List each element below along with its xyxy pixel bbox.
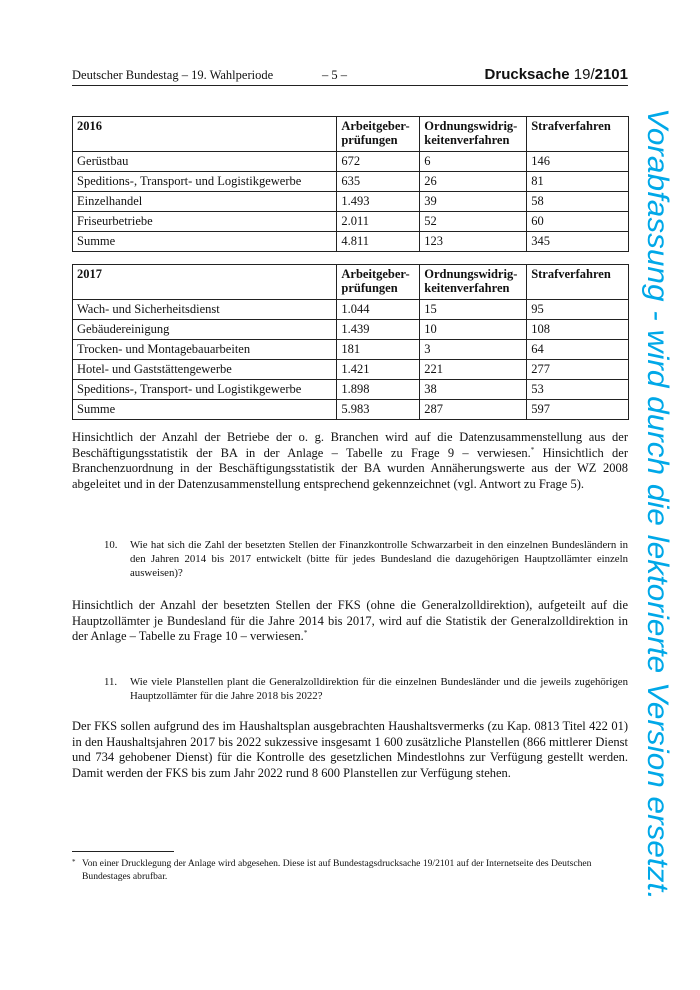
table-cell: Wach- und Sicherheitsdienst bbox=[73, 300, 337, 320]
answer-11-paragraph: Der FKS sollen aufgrund des im Haushaltsplan ausgebrachten Haushaltsvermerks (zu Kap. 0813 Titel 422 01) in den Haushaltsjahren 2017 bis 2022 sukzessive insgesamt 1 600 zusätzliche Planstellen (866 mittlerer Dienst und 734 gehobener Dienst) für die Kontrolle des gesetzlichen Mindestlohns zur Verfügung gestellt werden. Damit werden der FKS bis zum Jahr 2022 rund 8 600 Planstellen zur Verfügung stehen. bbox=[72, 719, 628, 780]
table-cell: 64 bbox=[527, 340, 629, 360]
table-header-cell: Strafverfahren bbox=[527, 117, 629, 152]
table-row bbox=[73, 172, 629, 192]
table-cell: 38 bbox=[420, 380, 527, 400]
table-cell: 108 bbox=[527, 320, 629, 340]
table-cell: Trocken- und Montagebauarbeiten bbox=[73, 340, 337, 360]
table-row bbox=[73, 232, 629, 252]
footnote-mark: * bbox=[72, 858, 76, 866]
footnote-divider bbox=[72, 851, 174, 852]
table-row bbox=[73, 300, 629, 320]
question-text: Wie hat sich die Zahl der besetzten Stellen der Finanzkontrolle Schwarzarbeit in den einzelnen Bundesländern in den Jahren 2014 bis 2017 entwickelt (bitte für jedes Bundesland die dazugehörigen Hauptzollämter einzeln ausweisen)? bbox=[130, 539, 628, 579]
table-header-cell: 2017 bbox=[73, 265, 337, 300]
table-cell: Speditions-, Transport- und Logistikgewerbe bbox=[73, 380, 337, 400]
table-cell: 95 bbox=[527, 300, 629, 320]
table-header-cell: Arbeitgeber- prüfungen bbox=[337, 117, 420, 152]
table-cell: 4.811 bbox=[337, 232, 420, 252]
table-row bbox=[73, 212, 629, 232]
table-cell: 2.011 bbox=[337, 212, 420, 232]
table-row bbox=[73, 400, 629, 420]
table-cell: 39 bbox=[420, 192, 527, 212]
header-parliament: Deutscher Bundestag – 19. Wahlperiode bbox=[72, 68, 274, 82]
table-cell: Gebäudereinigung bbox=[73, 320, 337, 340]
table-cell: 6 bbox=[420, 152, 527, 172]
table-cell: Gerüstbau bbox=[73, 152, 337, 172]
table-cell: 52 bbox=[420, 212, 527, 232]
watermark bbox=[638, 106, 676, 902]
table-cell: Speditions-, Transport- und Logistikgewerbe bbox=[73, 172, 337, 192]
table-row bbox=[73, 360, 629, 380]
table-cell: Hotel- und Gaststättengewerbe bbox=[73, 360, 337, 380]
table-cell: Friseurbetriebe bbox=[73, 212, 337, 232]
question-text: Wie viele Planstellen plant die Generalzolldirektion für die einzelnen Bundesländer und die jeweils zugehörigen Hauptzollämter für die Jahre 2018 bis 2022? bbox=[130, 676, 628, 702]
table-2016 bbox=[72, 116, 629, 252]
footnote-text: Von einer Drucklegung der Anlage wird abgesehen. Diese ist auf Bundestagsdrucksache 19/2101 auf der Internetseite des Deutschen Bundestages abrufbar. bbox=[82, 858, 592, 882]
answer-10-paragraph: Hinsichtlich der Anzahl der besetzten Stellen der FKS (ohne die Generalzolldirektion), aufgeteilt auf die Hauptzollämter je Bundesland für die Jahre 2014 bis 2017, wird auf die Statistik der Generalzolldirektion in der Anlage – Tabelle zu Frage 10 – verwiesen.* bbox=[72, 598, 628, 643]
table-cell: Summe bbox=[73, 400, 337, 420]
table-cell: 1.421 bbox=[337, 360, 420, 380]
question-number: 10. bbox=[104, 539, 118, 551]
table-cell: 1.439 bbox=[337, 320, 420, 340]
table-cell: 1.493 bbox=[337, 192, 420, 212]
table-cell: 287 bbox=[420, 400, 527, 420]
page-number: – 5 – bbox=[322, 68, 347, 82]
table-cell: 597 bbox=[527, 400, 629, 420]
table-cell: 26 bbox=[420, 172, 527, 192]
table-cell: 5.983 bbox=[337, 400, 420, 420]
question-number: 11. bbox=[104, 676, 118, 688]
table-cell: 1.898 bbox=[337, 380, 420, 400]
table-row bbox=[73, 152, 629, 172]
table-cell: 15 bbox=[420, 300, 527, 320]
watermark-text: Vorabfassung - wird durch die lektorierte Version ersetzt. bbox=[641, 108, 674, 862]
table-cell: 672 bbox=[337, 152, 420, 172]
table-row bbox=[73, 340, 629, 360]
table-cell: Einzelhandel bbox=[73, 192, 337, 212]
answer-9-paragraph: Hinsichtlich der Anzahl der Betriebe der o. g. Branchen wird auf die Datenzusammenstellung aus der Beschäftigungsstatistik der BA in der Anlage – Tabelle zu Frage 9 – verwiesen.* Hinsichtlich der Branchenzuordnung in der Beschäftigungsstatistik der BA wurden Annäherungswerte aus der WZ 2008 abgeleitet und in der Datenzusammenstellung entsprechend gekennzeichnet (vgl. Antwort zu Frage 5). bbox=[72, 430, 628, 491]
document-number: Drucksache 19/2101 bbox=[484, 66, 628, 83]
table-cell: 146 bbox=[527, 152, 629, 172]
table-row bbox=[73, 380, 629, 400]
table-header-cell: Strafverfahren bbox=[527, 265, 629, 300]
table-cell: 3 bbox=[420, 340, 527, 360]
table-header-cell: Ordnungswidrig- keitenverfahren bbox=[420, 117, 527, 152]
table-row bbox=[73, 192, 629, 212]
table-row bbox=[73, 320, 629, 340]
table-cell: 1.044 bbox=[337, 300, 420, 320]
table-cell: 123 bbox=[420, 232, 527, 252]
table-cell: 58 bbox=[527, 192, 629, 212]
table-cell: 53 bbox=[527, 380, 629, 400]
table-header-cell: 2016 bbox=[73, 117, 337, 152]
table-cell: 277 bbox=[527, 360, 629, 380]
table-cell: 635 bbox=[337, 172, 420, 192]
table-header-cell: Ordnungswidrig- keitenverfahren bbox=[420, 265, 527, 300]
table-cell: 60 bbox=[527, 212, 629, 232]
table-cell: 221 bbox=[420, 360, 527, 380]
table-cell: 81 bbox=[527, 172, 629, 192]
table-cell: 181 bbox=[337, 340, 420, 360]
table-cell: 345 bbox=[527, 232, 629, 252]
table-cell: Summe bbox=[73, 232, 337, 252]
table-header-cell: Arbeitgeber- prüfungen bbox=[337, 265, 420, 300]
page-header bbox=[72, 66, 628, 86]
table-2017 bbox=[72, 264, 629, 420]
table-cell: 10 bbox=[420, 320, 527, 340]
